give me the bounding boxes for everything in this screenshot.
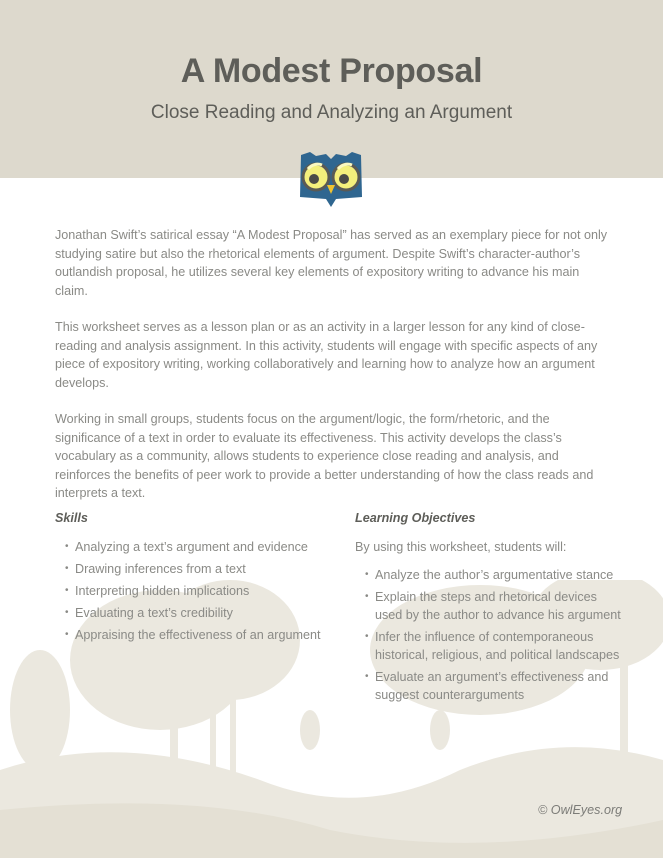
objectives-intro: By using this worksheet, students will:	[355, 540, 567, 554]
owl-icon	[296, 151, 366, 207]
objectives-heading: Learning Objectives	[355, 511, 476, 525]
skills-list	[55, 538, 325, 644]
list-item: • Drawing inferences from a text	[65, 560, 325, 578]
list-item: • Evaluate an argument’s effectiveness and suggest counterarguments	[365, 668, 625, 704]
intro-paragraph: This worksheet serves as a lesson plan or as an activity in a larger lesson for any kind of close-reading and analysis assignment. In this activity, students will engage with specific aspects of any piece of expository writing, working collaboratively and learning how to analyze how an argument develops.	[55, 320, 598, 390]
intro-section	[55, 226, 615, 521]
objectives-column	[355, 510, 625, 708]
list-item: • Interpreting hidden implications	[65, 582, 325, 600]
list-item: • Analyze the author’s argumentative stance	[365, 566, 625, 584]
skills-heading: Skills	[55, 511, 88, 525]
list-item: • Appraising the effectiveness of an argument	[65, 626, 325, 644]
skills-column	[55, 510, 325, 648]
list-item: • Evaluating a text’s credibility	[65, 604, 325, 622]
list-item: • Analyzing a text’s argument and evidence	[65, 538, 325, 556]
intro-paragraph: Working in small groups, students focus on the argument/logic, the form/rhetoric, and the significance of a text in order to evaluate its effectiveness. This activity develops the class’s vocabulary as a community, allows students to experience close reading and analysis, and reinforces the benefits of peer work to provide a better understanding of how the class reads and interprets a text.	[55, 412, 594, 500]
intro-paragraph: Jonathan Swift’s satirical essay “A Modest Proposal” has served as an exemplary piece for not only studying satire but also the rhetorical elements of argument. Despite Swift’s character-author’s outlandish proposal, he utilizes several key elements of expository writing to advance his main claim.	[55, 228, 608, 298]
list-item: • Infer the influence of contemporaneous historical, religious, and political landscapes	[365, 628, 625, 664]
objectives-list	[355, 566, 625, 704]
copyright-notice: © OwlEyes.org	[538, 803, 623, 817]
page-title: A Modest Proposal	[180, 52, 483, 90]
page-subtitle: Close Reading and Analyzing an Argument	[150, 102, 513, 123]
list-item: • Explain the steps and rhetorical devices used by the author to advance his argument	[365, 588, 625, 624]
